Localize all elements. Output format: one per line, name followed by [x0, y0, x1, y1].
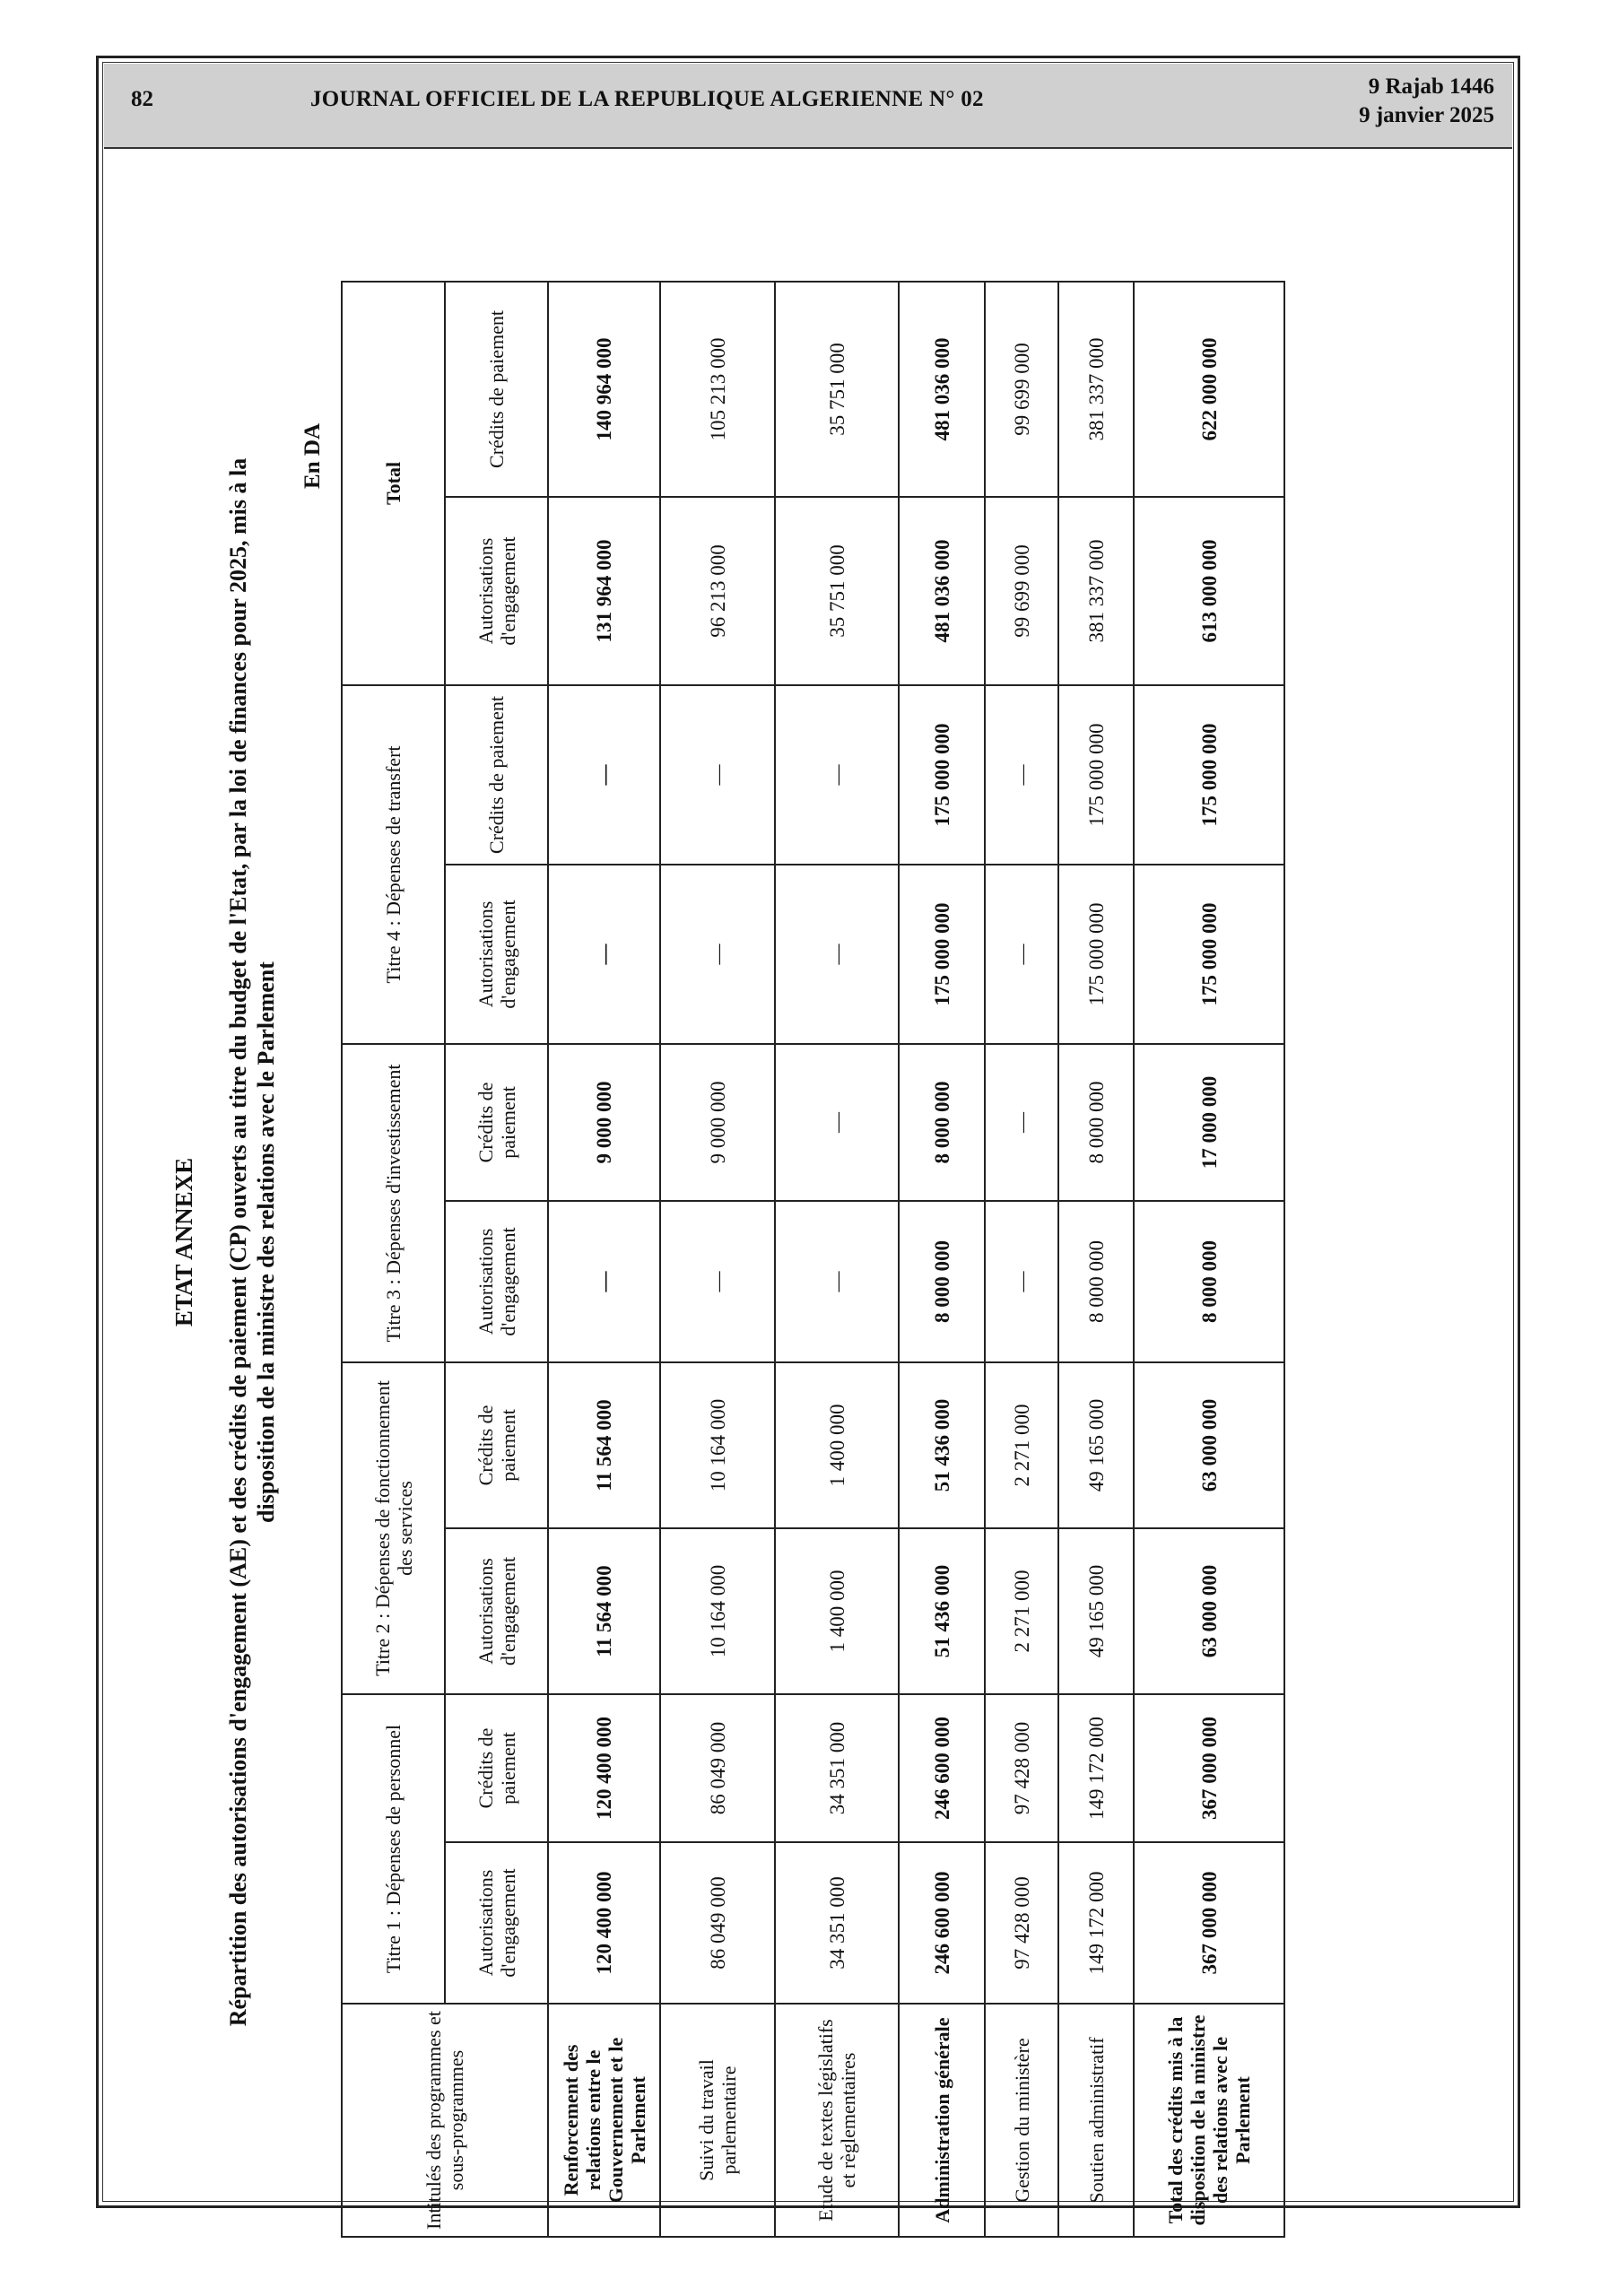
rotated-annex: [135, 188, 1283, 2296]
title-1-header: Titre 1 : Dépenses de personnel: [342, 1694, 445, 2004]
cp-value: 2 271 000: [985, 1362, 1058, 1528]
cp-value: 105 213 000: [660, 282, 775, 497]
cp-value: 8 000 000: [899, 1044, 985, 1201]
cp-header: Crédits de paiement: [445, 282, 548, 497]
ae-value: 613 000 000: [1134, 497, 1284, 685]
ae-value: 96 213 000: [660, 497, 775, 685]
date-hijri: 9 Rajab 1446: [1368, 74, 1494, 99]
program-label: Soutien administratif: [1058, 2004, 1134, 2237]
currency-note: En DA: [300, 423, 325, 489]
cp-value: 9 000 000: [548, 1044, 660, 1201]
ae-header: Autorisations d'engagement: [445, 865, 548, 1044]
cp-value: 175 000 000: [1134, 685, 1284, 865]
ae-value: 63 000 000: [1134, 1528, 1284, 1694]
ae-value: 149 172 000: [1058, 1842, 1134, 2004]
cp-value: 51 436 000: [899, 1362, 985, 1528]
ae-header: Autorisations d'engagement: [445, 1842, 548, 2004]
title-3-header: Titre 3 : Dépenses d'investissement: [342, 1044, 445, 1362]
ae-value: 8 000 000: [1058, 1201, 1134, 1362]
title-4-header: Titre 4 : Dépenses de transfert: [342, 685, 445, 1044]
cp-value: 120 400 000: [548, 1694, 660, 1842]
program-header: Intitulés des programmes et sous-programmes: [342, 2004, 548, 2237]
ae-value: —: [985, 1201, 1058, 1362]
table-row: [1058, 282, 1134, 2237]
cp-value: 140 964 000: [548, 282, 660, 497]
ae-value: 175 000 000: [1058, 865, 1134, 1044]
ae-value: 11 564 000: [548, 1528, 660, 1694]
ae-value: —: [660, 1201, 775, 1362]
ae-value: 2 271 000: [985, 1528, 1058, 1694]
program-label: Total des crédits mis à la disposition de la ministre des relations avec le Parlement: [1134, 2004, 1284, 2237]
cp-value: —: [775, 685, 899, 865]
ae-value: 49 165 000: [1058, 1528, 1134, 1694]
cp-value: 481 036 000: [899, 282, 985, 497]
ae-value: —: [985, 865, 1058, 1044]
table-row: [660, 282, 775, 2237]
cp-value: 97 428 000: [985, 1694, 1058, 1842]
ae-value: 381 337 000: [1058, 497, 1134, 685]
cp-value: 1 400 000: [775, 1362, 899, 1528]
ae-value: —: [660, 865, 775, 1044]
ae-value: 367 000 000: [1134, 1842, 1284, 2004]
cp-value: 9 000 000: [660, 1044, 775, 1201]
program-label: Etude de textes législatifs et règlementaires: [775, 2004, 899, 2237]
table-row: [899, 282, 985, 2237]
table-row: [548, 282, 660, 2237]
budget-table: [341, 281, 1285, 2238]
cp-value: 35 751 000: [775, 282, 899, 497]
ae-header: Autorisations d'engagement: [445, 1528, 548, 1694]
cp-value: —: [548, 685, 660, 865]
total-header: Total: [342, 282, 445, 685]
cp-value: 49 165 000: [1058, 1362, 1134, 1528]
ae-value: 175 000 000: [1134, 865, 1284, 1044]
cp-value: 367 000 000: [1134, 1694, 1284, 1842]
ae-value: 481 036 000: [899, 497, 985, 685]
cp-header: Crédits de paiement: [445, 1362, 548, 1528]
cp-header: Crédits de paiement: [445, 1044, 548, 1201]
cp-value: 8 000 000: [1058, 1044, 1134, 1201]
ae-value: 86 049 000: [660, 1842, 775, 2004]
cp-value: 17 000 000: [1134, 1044, 1284, 1201]
cp-value: 149 172 000: [1058, 1694, 1134, 1842]
header-row-titles: [342, 282, 445, 2237]
annex-title: ETAT ANNEXE: [170, 1157, 197, 1327]
ae-value: 51 436 000: [899, 1528, 985, 1694]
ae-value: 1 400 000: [775, 1528, 899, 1694]
cp-value: 63 000 000: [1134, 1362, 1284, 1528]
cp-value: —: [660, 685, 775, 865]
header-row-sub: [445, 282, 548, 2237]
program-label: Suivi du travail parlementaire: [660, 2004, 775, 2237]
cp-value: 175 000 000: [899, 685, 985, 865]
cp-value: 10 164 000: [660, 1362, 775, 1528]
program-label: Renforcement des relations entre le Gouvernement et le Parlement: [548, 2004, 660, 2237]
page-number: 82: [131, 87, 153, 111]
ae-value: 131 964 000: [548, 497, 660, 685]
cp-value: —: [985, 1044, 1058, 1201]
table-row: [775, 282, 899, 2237]
ae-value: 8 000 000: [899, 1201, 985, 1362]
cp-value: 99 699 000: [985, 282, 1058, 497]
cp-value: 34 351 000: [775, 1694, 899, 1842]
annex-subtitle: Répartition des autorisations d'engagement (AE) et des crédits de paiement (CP) ouverts au titre du budget de l'Etat, par la loi de finances pour 2025, mis à la disposition de la ministre des relations avec le Parlement: [225, 457, 279, 2027]
cp-value: —: [985, 685, 1058, 865]
ae-value: 97 428 000: [985, 1842, 1058, 2004]
ae-value: 34 351 000: [775, 1842, 899, 2004]
ae-value: 175 000 000: [899, 865, 985, 1044]
table-row: [985, 282, 1058, 2237]
ae-value: 35 751 000: [775, 497, 899, 685]
cp-header: Crédits de paiement: [445, 685, 548, 865]
ae-header: Autorisations d'engagement: [445, 497, 548, 685]
cp-value: 246 600 000: [899, 1694, 985, 1842]
journal-title: JOURNAL OFFICIEL DE LA REPUBLIQUE ALGERIENNE N° 02: [310, 87, 984, 111]
ae-value: 10 164 000: [660, 1528, 775, 1694]
cp-value: 175 000 000: [1058, 685, 1134, 865]
ae-value: —: [548, 865, 660, 1044]
ae-value: —: [548, 1201, 660, 1362]
journal-header: [104, 64, 1512, 149]
date-gregorian: 9 janvier 2025: [1359, 103, 1494, 127]
ae-value: 99 699 000: [985, 497, 1058, 685]
cp-value: —: [775, 1044, 899, 1201]
issue-date: [1359, 73, 1494, 130]
cp-header: Crédits de paiement: [445, 1694, 548, 1842]
cp-value: 86 049 000: [660, 1694, 775, 1842]
program-label: Gestion du ministère: [985, 2004, 1058, 2237]
ae-header: Autorisations d'engagement: [445, 1201, 548, 1362]
program-label: Administration générale: [899, 2004, 985, 2237]
title-2-header: Titre 2 : Dépenses de fonctionnement des services: [342, 1362, 445, 1694]
cp-value: 11 564 000: [548, 1362, 660, 1528]
ae-value: —: [775, 1201, 899, 1362]
cp-value: 622 000 000: [1134, 282, 1284, 497]
ae-value: 246 600 000: [899, 1842, 985, 2004]
ae-value: 8 000 000: [1134, 1201, 1284, 1362]
ae-value: 120 400 000: [548, 1842, 660, 2004]
ae-value: —: [775, 865, 899, 1044]
table-row: [1134, 282, 1284, 2237]
cp-value: 381 337 000: [1058, 282, 1134, 497]
